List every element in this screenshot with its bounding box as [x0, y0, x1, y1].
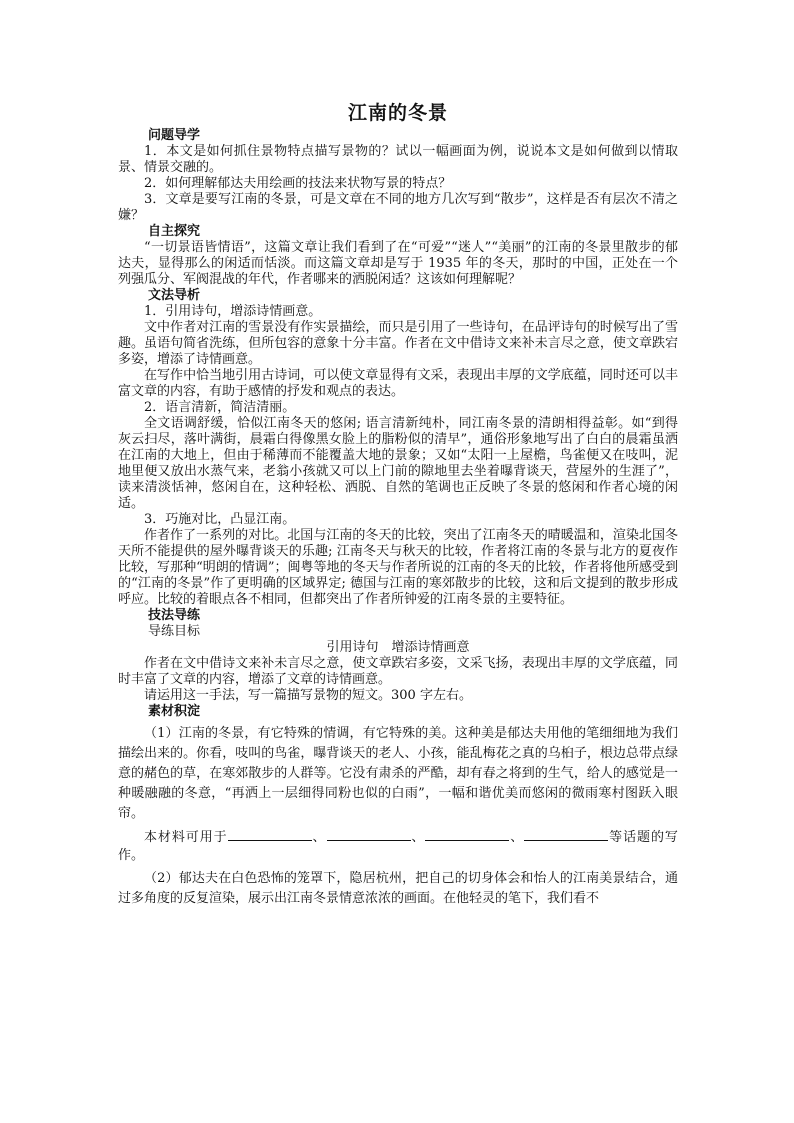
topic-prefix: 本材料可用于 — [144, 830, 228, 845]
explore-paragraph: “一切景语皆情语”，这篇文章让我们看到了在“可爱”“迷人”“美丽”的江南的冬景里散步的郁达夫，显得那么的闲适而恬淡。而这篇文章却是写于 1935 年的冬天，那时的中国，正处在一个列强瓜分、军阀混战的年代，作者哪来的洒脱闲适？这该如何理解呢？ — [118, 240, 678, 287]
topic-blank-3 — [425, 828, 509, 841]
analysis-point-2-title: 2．语言清新，简洁清丽。 — [144, 400, 296, 415]
analysis-point-1-paragraph-2: 在写作中恰当地引用古诗词，可以使文章显得有文采，表现出丰厚的文学底蕴，同时还可以丰富文章的内容，有助于感情的抒发和观点的表达。 — [118, 368, 678, 399]
analysis-point-3-title: 3．巧施对比，凸显江南。 — [144, 512, 296, 527]
topic-separator: 、 — [509, 830, 525, 845]
question-1: 1．本文是如何抓住景物特点描写景物的？试以一幅画面为例，说说本文是如何做到以情取景、情景交融的。 — [118, 144, 678, 175]
question-3: 3．文章是要写江南的冬景，可是文章在不同的地方几次写到“散步”，这样是否有层次不清之嫌？ — [118, 192, 678, 223]
topic-blank-4 — [524, 828, 608, 841]
topic-separator: 、 — [410, 830, 426, 845]
analysis-point-1-paragraph-1: 文中作者对江南的雪景没有作实景描绘，而只是引用了一些诗句，在品评诗句的时候写出了雪趣。虽语句简省洗练，但所包容的意象十分丰富。作者在文中借诗文来补未言尽之意，使文章跌宕多姿，增添了诗情画意。 — [118, 320, 678, 367]
topic-blank-2 — [327, 828, 411, 841]
practice-subheading: 导练目标 — [148, 624, 201, 639]
topic-suffix: 等话题的写作。 — [118, 830, 678, 863]
material-2-paragraph: （2）郁达夫在白色恐怖的笼罩下，隐居杭州，把自己的切身体会和怡人的江南美景结合，通过多角度的反复渲染，展示出江南冬景情意浓浓的画面。在他轻灵的笔下，我们看不 — [118, 871, 678, 906]
document-page — [118, 98, 678, 909]
topic-blank-1 — [228, 828, 312, 841]
practice-center-title: 引用诗句 增添诗情画意 — [326, 640, 470, 655]
analysis-point-1-title: 1．引用诗句，增添诗情画意。 — [144, 304, 322, 319]
section-heading-guide: 问题导学 — [148, 128, 201, 143]
analysis-point-3-paragraph: 作者作了一系列的对比。北国与江南的冬天的比较，突出了江南冬天的晴暖温和，渲染北国冬天所不能提供的屋外曝背谈天的乐趣; 江南冬天与秋天的比较，作者将江南的冬景与北方的夏夜作比较，写那种“明朗的情调”；闽粤等地的冬天与作者所说的江南的冬天的比较，作者将他所感受到的“江南的冬景”作了更明确的区域界定; 德国与江南的寒郊散步的比较，这和后文提到的散步形成呼应。比较的着眼点各不相同，但都突出了作者所钟爱的江南冬景的主要特征。 — [118, 528, 678, 607]
material-1-paragraph: （1）江南的冬景，有它特殊的情调，有它特殊的美。这种美是郁达夫用他的笔细细地为我们描绘出来的。你看，吱叫的鸟雀，曝背谈天的老人、小孩，能乱梅花之真的乌桕子，根边总带点绿意的赭色的草，在寒郊散步的人群等。它没有肃杀的严酷，却有春之将到的生气，给人的感觉是一种暖融融的冬意，“再洒上一层细得同粉也似的白雨”，一幅和谐优美而悠闲的微雨寒村图跃入眼帘。 — [118, 726, 678, 821]
section-heading-practice: 技法导练 — [148, 608, 201, 623]
material-topic-line — [118, 828, 678, 865]
question-2: 2．如何理解郁达夫用绘画的技法来状物写景的特点？ — [144, 176, 452, 191]
practice-paragraph-1: 作者在文中借诗文来补未言尽之意，使文章跌宕多姿，文采飞扬，表现出丰厚的文学底蕴，同时丰富了文章的内容，增添了文章的诗情画意。 — [118, 656, 678, 687]
section-heading-material: 素材积淀 — [148, 704, 201, 719]
section-heading-analysis: 文法导析 — [148, 288, 201, 303]
page-title: 江南的冬景 — [347, 102, 448, 124]
analysis-point-2-paragraph: 全文语调舒缓，恰似江南冬天的悠闲; 语言清新纯朴，同江南冬景的清朗相得益彰。如“到得灰云扫尽，落叶满街，晨霜白得像黑女脸上的脂粉似的清早”，通俗形象地写出了白白的晨霜虽洒在江南的大地上，但由于稀薄而不能覆盖大地的景象；又如“太阳一上屋檐，鸟雀便又在吱叫，泥地里便又放出水蒸气来，老翁小孩就又可以上门前的隙地里去坐着曝背谈天，营屋外的生涯了”，读来清淡恬神，悠闲自在，这种轻松、洒脱、自然的笔调也正反映了冬景的悠闲和作者心境的闲适。 — [118, 416, 678, 511]
practice-paragraph-2: 请运用这一手法，写一篇描写景物的短文。300 字左右。 — [144, 688, 472, 703]
section-heading-explore: 自主探究 — [148, 224, 201, 239]
topic-separator: 、 — [311, 830, 327, 845]
